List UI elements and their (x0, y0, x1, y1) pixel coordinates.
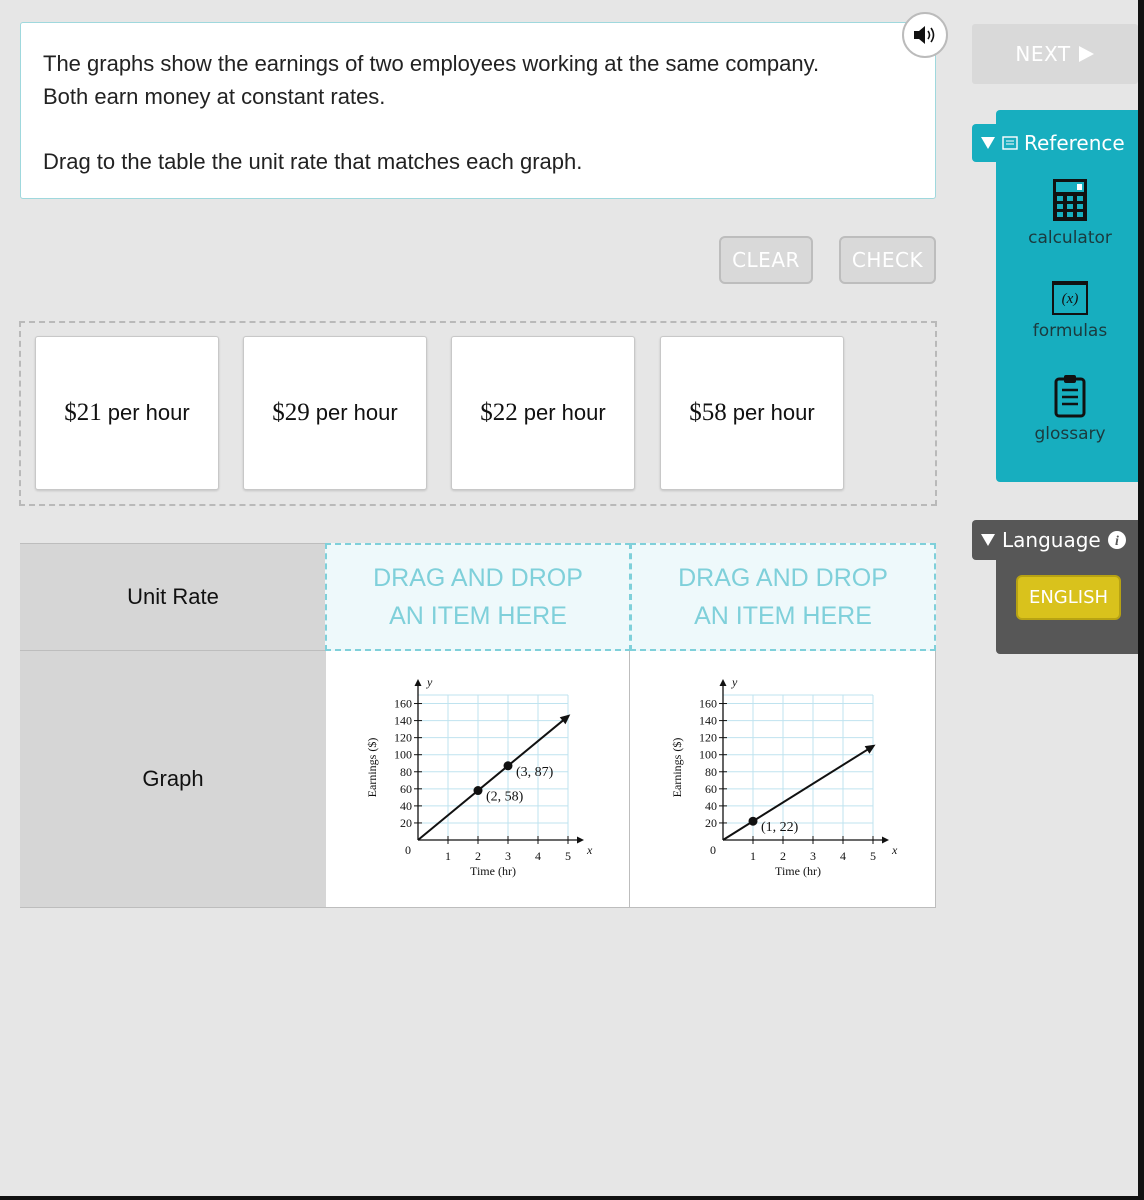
tile-amount: $22 (480, 399, 518, 426)
y-axis-label: Earnings ($) (670, 737, 684, 798)
calculator-icon (1052, 178, 1088, 222)
question-line-2: Both earn money at constant rates. (43, 84, 386, 109)
x-tick-label: 2 (780, 849, 786, 863)
graph-employee-1 (350, 675, 610, 890)
info-icon[interactable] (1107, 530, 1127, 550)
y-axis-arrow (415, 679, 422, 686)
tile-unit: per hour (732, 400, 815, 425)
x-tick-label: 5 (565, 849, 571, 863)
y-tick-label: 40 (705, 798, 717, 813)
glossary-icon (1054, 374, 1086, 418)
formulas-tool[interactable] (996, 281, 1144, 341)
answer-tile-21[interactable] (35, 336, 219, 490)
x-axis-variable: x (892, 843, 898, 857)
y-tick-label: 80 (705, 764, 717, 779)
language-label: Language (1002, 528, 1101, 552)
clear-button[interactable]: CLEAR (719, 236, 813, 284)
tile-unit: per hour (315, 400, 398, 425)
x-axis-arrow (882, 837, 889, 844)
graph-employee-2 (655, 675, 915, 890)
tile-amount: $58 (689, 399, 727, 426)
y-tick-label: 60 (400, 781, 412, 796)
y-tick-label: 80 (400, 764, 412, 779)
y-axis-variable: y (732, 675, 738, 689)
reference-toggle[interactable] (972, 124, 1144, 162)
language-toggle[interactable] (972, 520, 1144, 560)
x-axis-label: Time (hr) (775, 864, 821, 878)
question-line-3: Drag to the table the unit rate that matches each graph. (43, 149, 583, 174)
drop-zone-text: AN ITEM HERE (694, 602, 872, 630)
point-label: (3, 87) (516, 764, 554, 780)
play-icon (1077, 45, 1095, 63)
tile-unit: per hour (523, 400, 606, 425)
reference-label: Reference (1024, 131, 1125, 155)
calculator-label: calculator (1028, 228, 1112, 248)
speaker-icon (912, 24, 938, 46)
y-axis-arrow (720, 679, 727, 686)
x-axis-arrow (577, 837, 584, 844)
y-tick-label: 20 (705, 815, 717, 830)
next-button[interactable] (972, 24, 1138, 84)
answer-tile-22[interactable] (451, 336, 635, 490)
drop-zone-text: AN ITEM HERE (389, 602, 567, 630)
question-line-1: The graphs show the earnings of two employees working at the same company. (43, 51, 820, 76)
glossary-label: glossary (1034, 424, 1106, 444)
x-tick-label: 2 (475, 849, 481, 863)
y-tick-label: 160 (394, 696, 412, 711)
point-label: (1, 22) (761, 820, 799, 836)
y-axis-variable: y (427, 675, 433, 689)
book-icon (1002, 136, 1018, 150)
origin-label: 0 (405, 843, 411, 857)
x-tick-label: 1 (445, 849, 451, 863)
next-label: NEXT (1015, 42, 1071, 66)
check-button[interactable]: CHECK (839, 236, 936, 284)
answer-tile-29[interactable] (243, 336, 427, 490)
y-tick-label: 140 (699, 713, 717, 728)
y-tick-label: 40 (400, 798, 412, 813)
x-tick-label: 3 (810, 849, 816, 863)
answer-tile-58[interactable] (660, 336, 844, 490)
graph-row-header: Graph (20, 651, 326, 907)
y-tick-label: 100 (699, 747, 717, 762)
x-tick-label: 3 (505, 849, 511, 863)
formulas-icon: (x) (1052, 281, 1088, 315)
y-tick-label: 100 (394, 747, 412, 762)
unit-rate-row-header: Unit Rate (20, 544, 326, 650)
grid (723, 695, 873, 840)
svg-text:i: i (1114, 534, 1119, 549)
glossary-tool[interactable] (996, 374, 1144, 444)
drop-zone-text: DRAG AND DROP (678, 564, 888, 592)
y-tick-label: 60 (705, 781, 717, 796)
y-tick-label: 20 (400, 815, 412, 830)
tile-amount: $21 (64, 399, 102, 426)
origin-label: 0 (710, 843, 716, 857)
audio-button[interactable] (902, 12, 948, 58)
y-tick-label: 140 (394, 713, 412, 728)
x-axis-variable: x (587, 843, 593, 857)
formulas-label: formulas (1032, 321, 1108, 341)
tile-unit: per hour (107, 400, 190, 425)
data-line-arrow (865, 745, 876, 754)
x-tick-label: 1 (750, 849, 756, 863)
drop-zone-2[interactable] (630, 543, 936, 651)
y-tick-label: 160 (699, 696, 717, 711)
data-point (474, 786, 483, 795)
drop-zone-1[interactable] (325, 543, 631, 651)
drop-zone-text: DRAG AND DROP (373, 564, 583, 592)
x-tick-label: 5 (870, 849, 876, 863)
y-tick-label: 120 (394, 730, 412, 745)
x-tick-label: 4 (535, 849, 541, 863)
data-point (749, 817, 758, 826)
y-tick-label: 120 (699, 730, 717, 745)
english-language-button[interactable]: ENGLISH (1016, 575, 1121, 620)
question-prompt (20, 22, 936, 199)
x-axis-label: Time (hr) (470, 864, 516, 878)
triangle-down-icon (980, 533, 996, 547)
point-label: (2, 58) (486, 789, 524, 805)
calculator-tool[interactable] (996, 178, 1144, 248)
x-tick-label: 4 (840, 849, 846, 863)
tile-amount: $29 (272, 399, 310, 426)
y-axis-label: Earnings ($) (365, 737, 379, 798)
triangle-down-icon (980, 136, 996, 150)
data-point (504, 761, 513, 770)
